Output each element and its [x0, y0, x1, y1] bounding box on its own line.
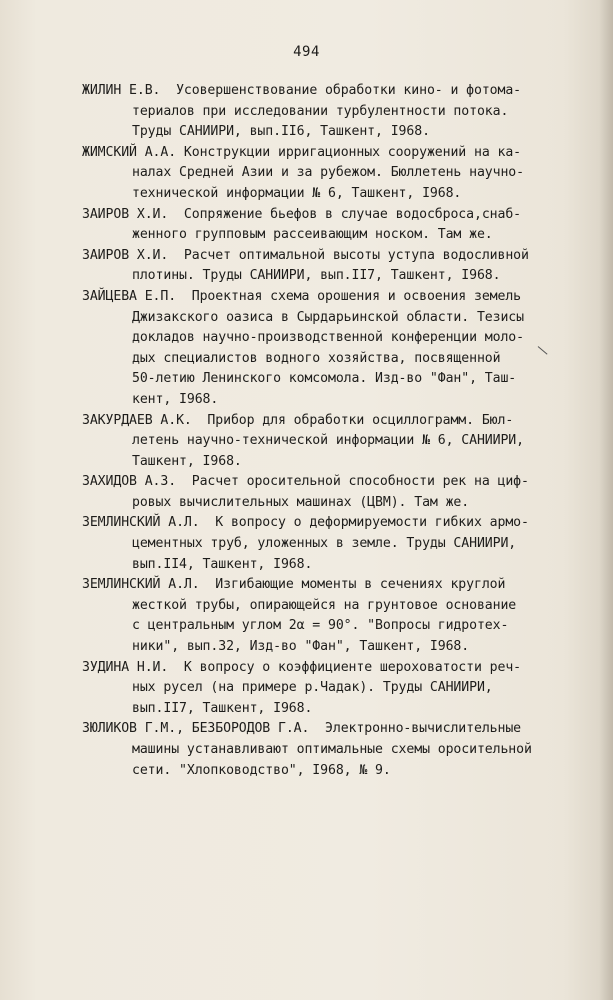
- entry-continuation-line: 50-летию Ленинского комсомола. Изд-во "Фан", Таш-: [132, 371, 517, 387]
- entry-continuation-line: вып.II7, Ташкент, I968.: [132, 700, 313, 716]
- entry-first-line: ЗЮЛИКОВ Г.М., БЕЗБОРОДОВ Г.А. Электронно-вычислительные: [82, 721, 522, 737]
- entry-continuation-line: женного групповым рассеивающим носком. Там же.: [132, 227, 493, 243]
- entry-continuation-line: жесткой трубы, опирающейся на грунтовое основание: [132, 597, 517, 613]
- entry-continuation-line: кент, I968.: [132, 391, 219, 407]
- bibliography-entry: [82, 287, 582, 411]
- entry-continuation-line: технической информации № 6, Ташкент, I968.: [132, 185, 462, 201]
- entry-continuation-line: цементных труб, уложенных в земле. Труды САНИИРИ,: [132, 536, 517, 552]
- entry-continuation-line: ровых вычислительных машинах (ЦВМ). Там же.: [132, 494, 470, 510]
- entry-continuation-line: териалов при исследовании турбулентности потока.: [132, 103, 509, 119]
- bibliography-entry: [82, 411, 582, 473]
- entry-first-line: ЗАЙЦЕВА Е.П. Проектная схема орошения и освоения земель: [82, 288, 522, 304]
- entry-continuation-line: налах Средней Азии и за рубежом. Бюллетень научно-: [132, 165, 524, 181]
- entry-continuation-line: докладов научно-производственной конференции моло-: [132, 330, 524, 346]
- entry-first-line: ЖИЛИН Е.В. Усовершенствование обработки кино- и фотома-: [82, 83, 522, 98]
- bibliography-entry: [82, 205, 582, 246]
- entry-continuation-line: сети. "Хлопководство", I968, № 9.: [132, 762, 391, 778]
- entry-continuation-line: Джизакского оазиса в Сырдарьинской области. Тезисы: [132, 309, 524, 325]
- entry-first-line: ЗАКУРДАЕВ А.К. Прибор для обработки осциллограмм. Бюл-: [82, 412, 514, 428]
- entry-continuation-line: ники", вып.32, Изд-во "Фан", Ташкент, I968.: [132, 639, 470, 655]
- entry-first-line: ЗАИРОВ Х.И. Сопряжение бьефов в случае водосброса,снаб-: [82, 206, 522, 222]
- entry-continuation-line: с центральным углом 2α = 90°. "Вопросы гидротех-: [132, 618, 509, 634]
- entry-first-line: ЗАХИДОВ А.З. Расчет оросительной способности рек на циф-: [82, 474, 529, 490]
- entry-first-line: ЗЕМЛИНСКИЙ А.Л. Изгибающие моменты в сечениях круглой: [82, 577, 506, 593]
- entry-continuation-line: плотины. Труды САНИИРИ, вып.II7, Ташкент, I968.: [132, 268, 501, 284]
- page-number: 494: [293, 44, 320, 60]
- bibliography-entry: [82, 246, 582, 287]
- entry-continuation-line: вып.II4, Ташкент, I968.: [132, 556, 313, 572]
- entry-continuation-line: дых специалистов водного хозяйства, посвященной: [132, 350, 501, 366]
- entry-continuation-line: машины устанавливают оптимальные схемы оросительной: [132, 742, 532, 757]
- entry-first-line: ЗУДИНА Н.И. К вопросу о коэффициенте шероховатости реч-: [82, 659, 522, 675]
- bibliography-entry: [82, 143, 582, 205]
- entry-continuation-line: Ташкент, I968.: [132, 453, 242, 469]
- bibliography-entry: [82, 472, 582, 513]
- bibliography-entry: [82, 658, 582, 720]
- bibliography-entry: [82, 575, 582, 657]
- page-edge-shadow: [599, 0, 613, 1000]
- bibliography-entry: [82, 81, 582, 143]
- entry-continuation-line: летень научно-технической информации № 6, САНИИРИ,: [132, 433, 524, 449]
- entry-continuation-line: Труды САНИИРИ, вып.II6, Ташкент, I968.: [132, 124, 430, 140]
- entry-first-line: ЗЕМЛИНСКИЙ А.Л. К вопросу о деформируемости гибких армо-: [82, 515, 529, 531]
- entry-first-line: ЗАИРОВ Х.И. Расчет оптимальной высоты уступа водосливной: [82, 247, 529, 263]
- bibliography-entry: [82, 719, 582, 781]
- entry-first-line: ЖИМСКИЙ А.А. Конструкции ирригационных сооружений на ка-: [82, 144, 522, 160]
- entry-continuation-line: ных русел (на примере р.Чадак). Труды САНИИРИ,: [132, 680, 493, 696]
- bibliography-list: [82, 81, 582, 781]
- bibliography-entry: [82, 513, 582, 575]
